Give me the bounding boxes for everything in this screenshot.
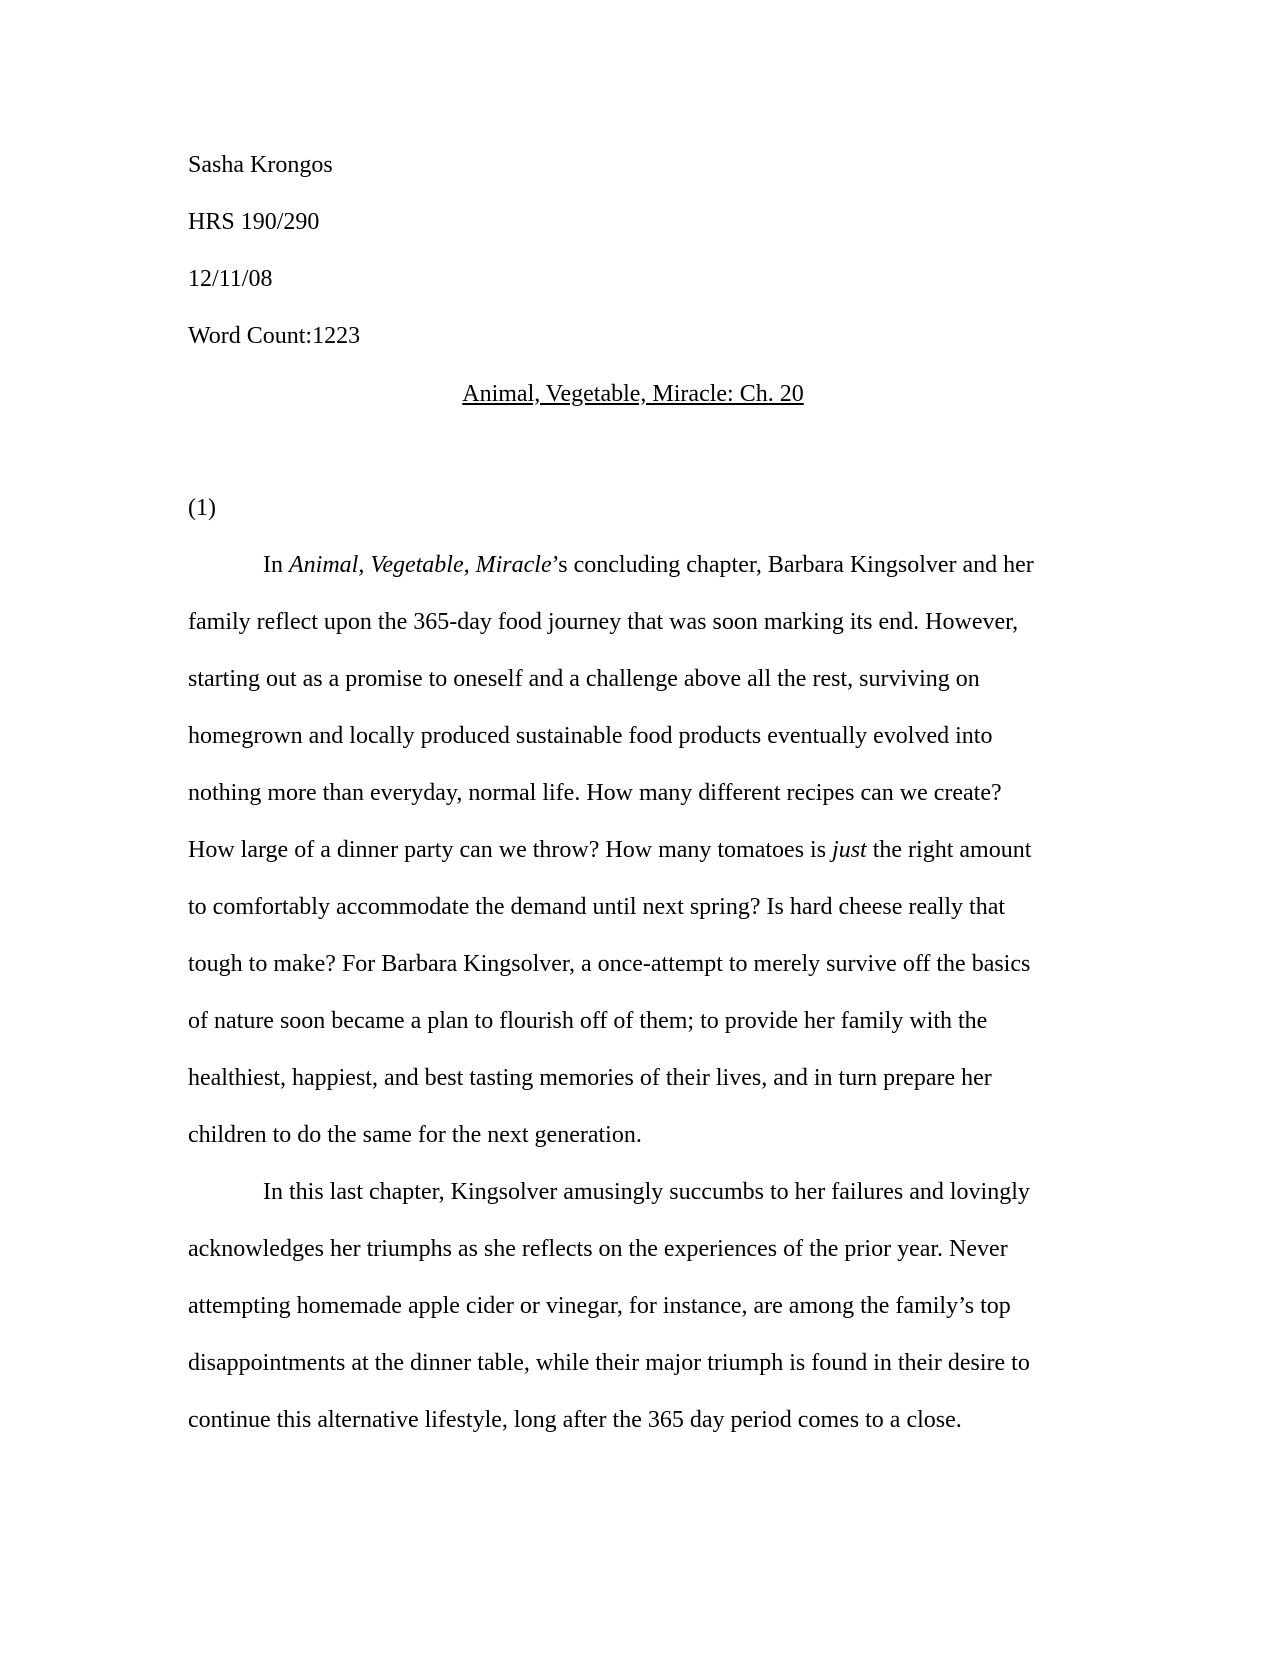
paragraph-line: disappointments at the dinner table, while their major triumph is found in their desire to <box>188 1350 1030 1376</box>
paragraph-line <box>188 551 1078 579</box>
text-run: How large of a dinner party can we throw? How many tomatoes is <box>188 837 833 863</box>
paragraph-line: nothing more than everyday, normal life. How many different recipes can we create? <box>188 780 1002 806</box>
paragraph-line: In this last chapter, Kingsolver amusingly succumbs to her failures and lovingly <box>263 1179 1030 1205</box>
paragraph-line: healthiest, happiest, and best tasting memories of their lives, and in turn prepare her <box>188 1065 992 1091</box>
emphasis-italic: just <box>832 837 867 863</box>
text-run: ’s concluding chapter, Barbara Kingsolver and her <box>551 552 1034 578</box>
word-count: Word Count:1223 <box>188 323 361 349</box>
section-marker: (1) <box>188 495 216 521</box>
paragraph-line: tough to make? For Barbara Kingsolver, a once-attempt to merely survive off the basics <box>188 951 1031 977</box>
paragraph-line: starting out as a promise to oneself and a challenge above all the rest, surviving on <box>188 666 980 692</box>
paragraph-line: to comfortably accommodate the demand until next spring? Is hard cheese really that <box>188 894 1006 920</box>
course-code: HRS 190/290 <box>188 209 320 235</box>
book-title-italic: Animal, Vegetable, Miracle <box>289 552 552 578</box>
document-title: Animal, Vegetable, Miracle: Ch. 20 <box>462 381 804 407</box>
paragraph-line: homegrown and locally produced sustainable food products eventually evolved into <box>188 723 993 749</box>
text-run: In <box>263 552 289 578</box>
paragraph-line <box>188 836 1078 864</box>
author-name: Sasha Krongos <box>188 152 333 178</box>
paragraph-line: acknowledges her triumphs as she reflects on the experiences of the prior year. Never <box>188 1236 1008 1262</box>
date: 12/11/08 <box>188 266 273 292</box>
paragraph-line: children to do the same for the next generation. <box>188 1122 642 1148</box>
paragraph-line: family reflect upon the 365-day food journey that was soon marking its end. However, <box>188 609 1019 635</box>
text-run: the right amount <box>866 837 1032 863</box>
paragraph-line: of nature soon became a plan to flourish off of them; to provide her family with the <box>188 1008 988 1034</box>
paragraph-line: attempting homemade apple cider or vinegar, for instance, are among the family’s top <box>188 1293 1011 1319</box>
paragraph-line: continue this alternative lifestyle, long after the 365 day period comes to a close. <box>188 1407 962 1433</box>
